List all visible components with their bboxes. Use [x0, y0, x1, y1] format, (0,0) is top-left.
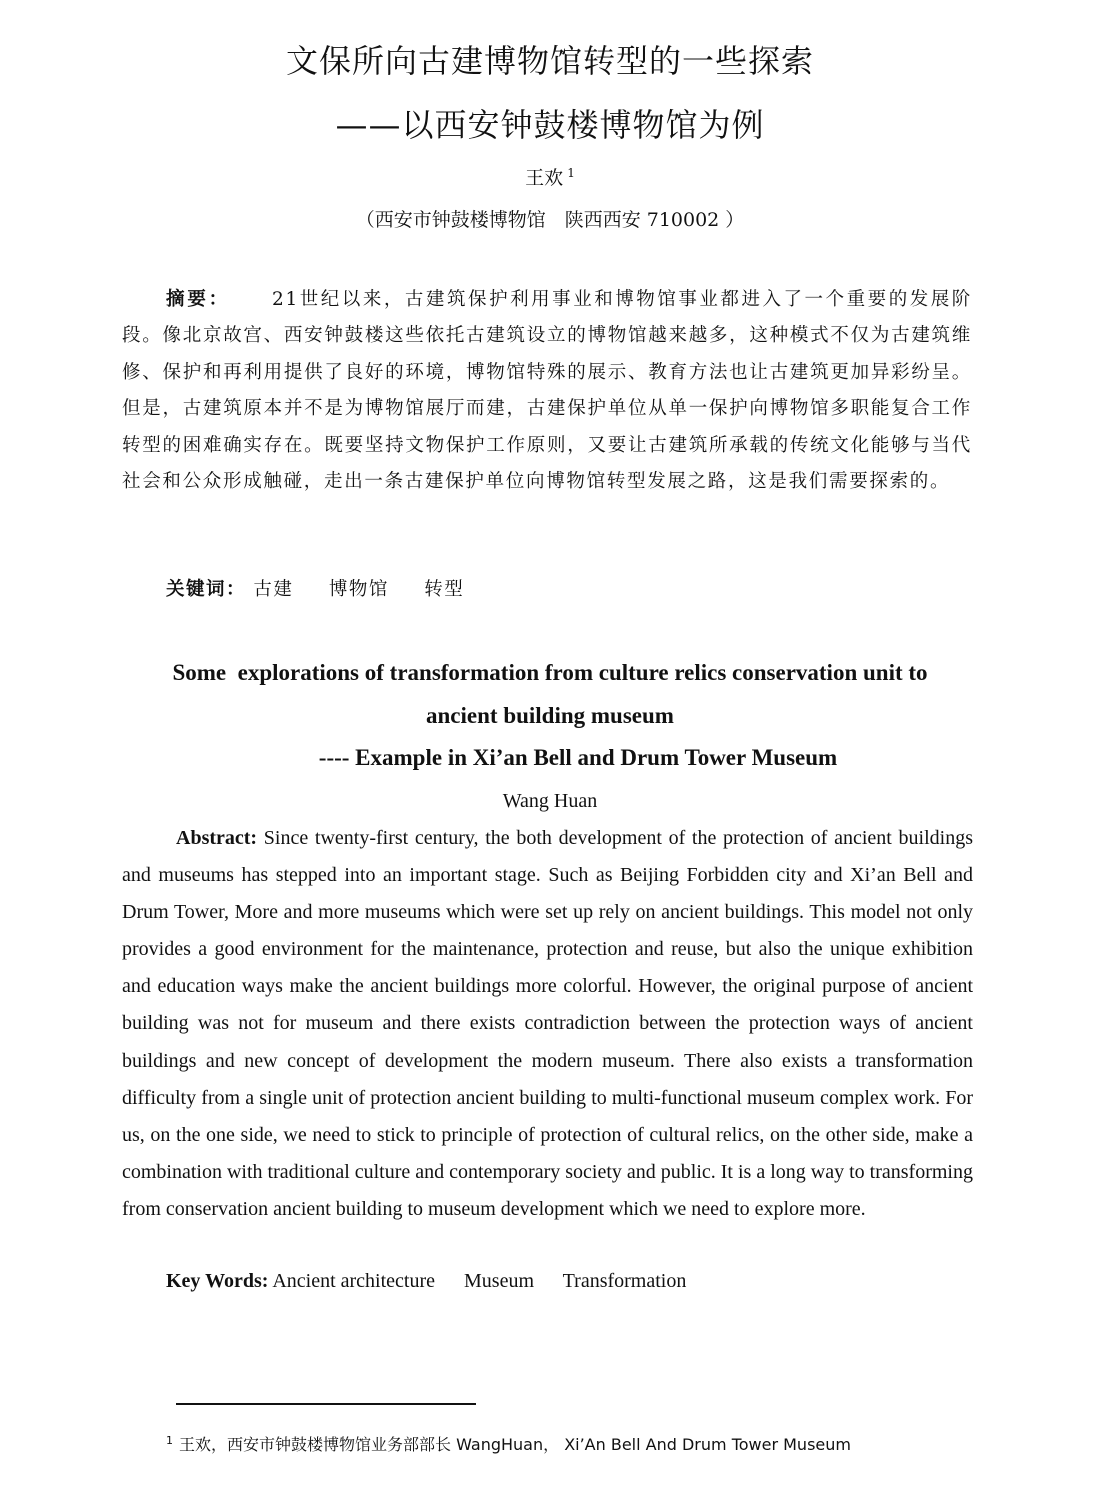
- english-author: Wang Huan: [502, 790, 598, 812]
- footnote: [166, 1432, 851, 1455]
- chinese-keyword: 博物馆: [328, 579, 389, 600]
- chinese-keyword: 转型: [424, 579, 465, 600]
- chinese-abstract-text: 21世纪以来，古建筑保护利用事业和博物馆事业都进入了一个重要的发展阶段。像北京故宫、西安钟鼓楼这些依托古建筑设立的博物馆越来越多，这种模式不仅为古建筑维修、保护和再利用提供了良好的环境，博物馆特殊的展示、教育方法也让古建筑更加异彩纷呈。但是，古建筑原本并不是为博物馆展厅而建，古建保护单位从单一保护向博物馆多职能复合工作转型的困难确实存在。既要坚持文物保护工作原则，又要让古建筑所承载的传统文化能够与当代社会和公众形成触碰，走出一条古建保护单位向博物馆转型发展之路，这是我们需要探索的。: [122, 289, 972, 493]
- english-abstract: [122, 820, 973, 1228]
- english-abstract-label: Abstract:: [176, 827, 258, 849]
- english-keyword: Museum: [464, 1270, 535, 1292]
- author-footnote-mark: 1: [567, 165, 575, 180]
- english-title-line1: Some explorations of transformation from culture relics conservation unit to: [172, 660, 928, 685]
- english-keywords-label: Key Words:: [166, 1270, 269, 1292]
- footnote-mark: 1: [166, 1433, 173, 1447]
- english-keyword: Transformation: [562, 1270, 687, 1292]
- chinese-subtitle: ——以西安钟鼓楼博物馆为例: [335, 106, 765, 144]
- chinese-keyword: 古建: [253, 579, 294, 600]
- english-title-line2: ancient building museum: [426, 703, 674, 728]
- chinese-author: [0, 163, 1100, 190]
- chinese-abstract: [122, 282, 972, 500]
- chinese-abstract-label: 摘要：: [166, 289, 230, 310]
- english-abstract-text: Since twenty-first century, the both development of the protection of ancient buildings and museums has stepped into an important stage. Such as Beijing Forbidden city and Xi’an Bell and Drum Tower, More and more museums which were set up rely on ancient buildings. This model not only provides a good environment for the maintenance, protection and reuse, but also the unique exhibition and education ways make the ancient buildings more colorful. However, the original purpose of ancient building was not for museum and there exists contradiction between the protection ways of ancient buildings and new concept of development the modern museum. There also exists a transformation difficulty from a single unit of protection ancient building to multi-functional museum complex work. For us, on the one side, we need to stick to principle of protection of cultural relics, on the other side, make a combination with traditional culture and contemporary society and public. It is a long way to transforming from conservation ancient building to museum development which we need to explore more.: [122, 827, 973, 1220]
- english-keywords: [166, 1270, 710, 1293]
- english-subtitle: ---- Example in Xi’an Bell and Drum Tower Museum: [318, 745, 838, 770]
- author-name: 王欢: [525, 167, 564, 189]
- chinese-keywords: [166, 575, 492, 601]
- english-keyword: Ancient architecture: [272, 1270, 436, 1292]
- chinese-title: 文保所向古建博物馆转型的一些探索: [285, 42, 814, 80]
- footnote-text: 王欢，西安市钟鼓楼博物馆业务部部长 WangHuan， Xi’An Bell And Drum Tower Museum: [179, 1435, 851, 1454]
- footnote-divider: [176, 1403, 476, 1405]
- chinese-keywords-label: 关键词：: [166, 579, 247, 600]
- chinese-affiliation: （西安市钟鼓楼博物馆 陕西西安 710002 ）: [355, 209, 745, 231]
